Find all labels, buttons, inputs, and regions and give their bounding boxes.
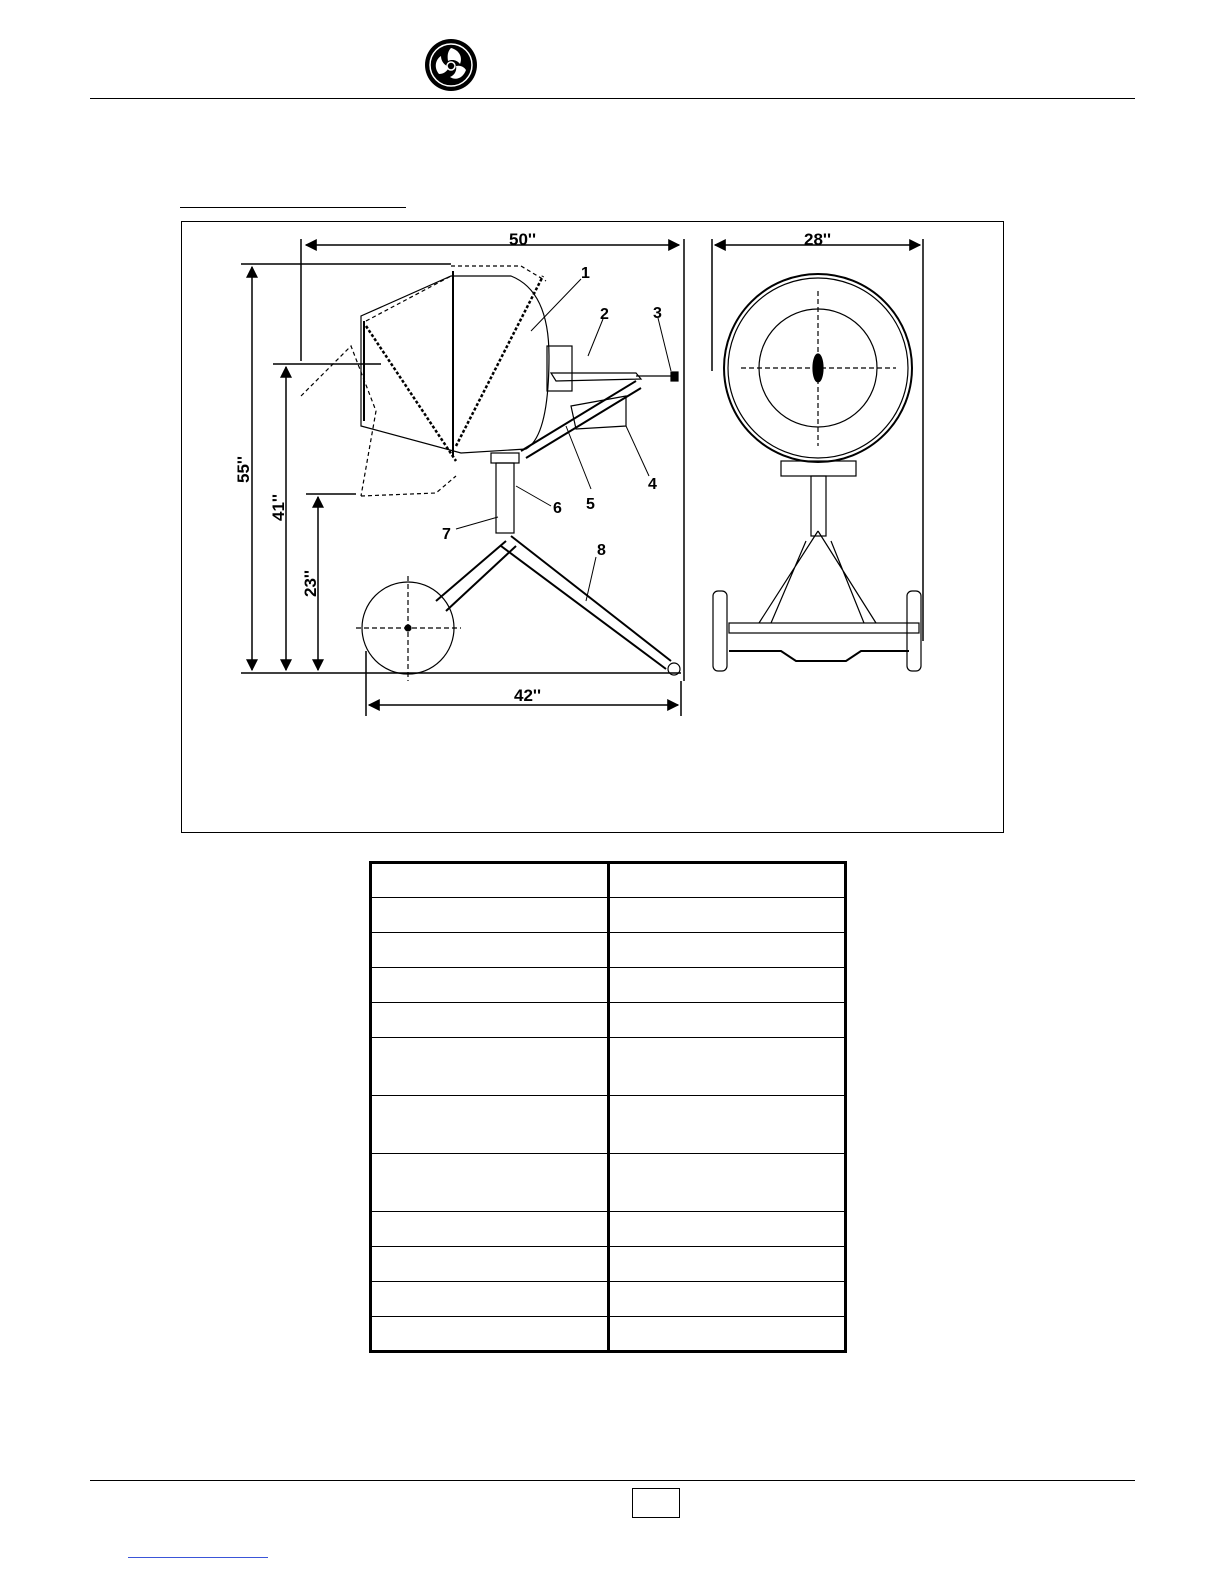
table-cell-label	[371, 1154, 609, 1212]
front-view-mixer	[713, 274, 921, 671]
callout-2: 2	[600, 306, 609, 323]
table-cell-label	[371, 863, 609, 898]
table-row	[371, 863, 846, 898]
overall-width-label: 28''	[804, 230, 831, 249]
callout-6: 6	[553, 500, 562, 517]
table-cell-value	[608, 1154, 846, 1212]
table-row	[371, 1154, 846, 1212]
table-cell-label	[371, 968, 609, 1003]
callout-5: 5	[586, 496, 595, 513]
wheelbase-length-label: 42''	[514, 686, 541, 705]
callout-leaders	[456, 279, 671, 601]
table-row	[371, 1247, 846, 1282]
table-cell-value	[608, 1282, 846, 1317]
side-view-dimensions	[241, 239, 684, 716]
specification-table	[369, 861, 847, 1353]
page-number-box	[632, 1488, 680, 1518]
header-rule	[90, 98, 1135, 99]
table-cell-label	[371, 1096, 609, 1154]
table-cell-value	[608, 1038, 846, 1096]
table-cell-value	[608, 1096, 846, 1154]
callout-8: 8	[597, 542, 606, 559]
table-cell-value	[608, 1317, 846, 1352]
specification-table-body	[371, 863, 846, 1352]
table-cell-label	[371, 1003, 609, 1038]
overall-length-label: 50''	[509, 230, 536, 249]
table-cell-label	[371, 1247, 609, 1282]
table-cell-label	[371, 898, 609, 933]
section-heading-underline	[180, 207, 406, 208]
side-view-mixer	[301, 266, 680, 681]
table-row	[371, 1282, 846, 1317]
footer-rule	[90, 1480, 1135, 1481]
footer-link-underline[interactable]	[128, 1557, 268, 1558]
drum-height-label: 41''	[269, 494, 288, 521]
overall-height-label: 55''	[234, 456, 253, 483]
table-row	[371, 968, 846, 1003]
table-cell-value	[608, 1247, 846, 1282]
table-row	[371, 1038, 846, 1096]
table-row	[371, 933, 846, 968]
callout-7: 7	[442, 526, 451, 543]
flower-emblem-icon	[424, 38, 478, 92]
table-cell-value	[608, 863, 846, 898]
table-cell-label	[371, 1212, 609, 1247]
table-cell-value	[608, 898, 846, 933]
table-row	[371, 898, 846, 933]
table-cell-label	[371, 1317, 609, 1352]
table-cell-label	[371, 933, 609, 968]
table-row	[371, 1212, 846, 1247]
table-row	[371, 1003, 846, 1038]
callout-3: 3	[653, 305, 662, 322]
table-cell-value	[608, 933, 846, 968]
table-cell-label	[371, 1038, 609, 1096]
table-row	[371, 1317, 846, 1352]
table-cell-value	[608, 968, 846, 1003]
callout-1: 1	[581, 265, 590, 282]
table-cell-value	[608, 1212, 846, 1247]
table-cell-label	[371, 1282, 609, 1317]
dimension-labels	[234, 230, 831, 705]
discharge-height-label: 23''	[301, 570, 320, 597]
table-row	[371, 1096, 846, 1154]
mixer-dimension-diagram	[181, 221, 1004, 833]
table-cell-value	[608, 1003, 846, 1038]
callout-4: 4	[648, 476, 657, 493]
